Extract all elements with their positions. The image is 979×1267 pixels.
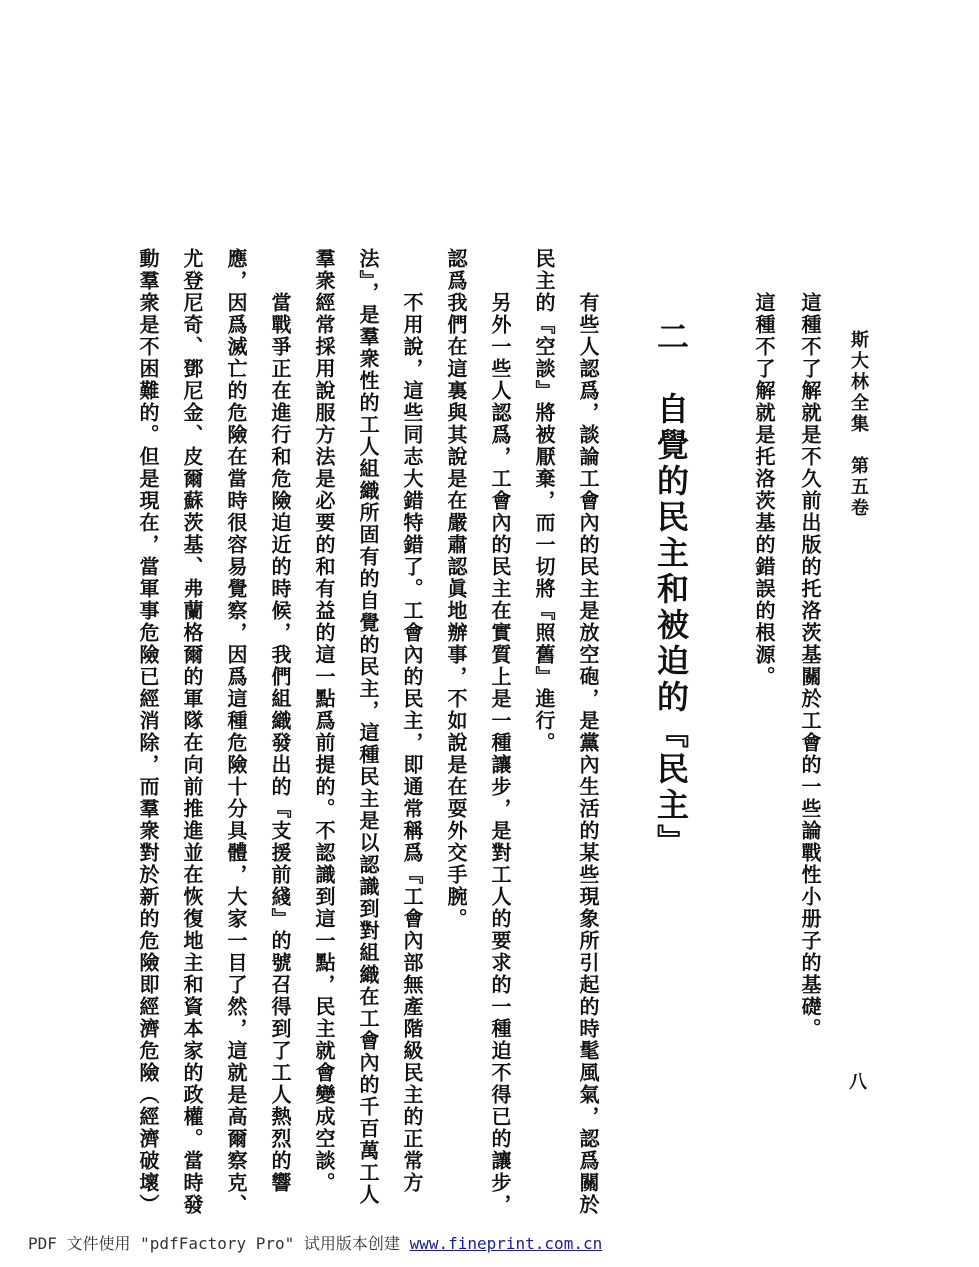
- footer-text: PDF 文件使用 "pdfFactory Pro" 试用版本创建: [28, 1234, 410, 1253]
- text-column-7: 羣衆經常採用說服方法是必要的和有益的這一點爲前提的。不認識到這一點，民主就會變成空談。: [312, 248, 336, 1194]
- text-column-9: 應，因爲滅亡的危險在當時很容易覺察，因爲這種危險十分具體，大家一目了然，這就是高爾察克、: [224, 248, 248, 1216]
- text-column-6: 法』，是羣衆性的工人組織所固有的自覺的民主，這種民主是以認識到對組織在工會內的千百萬工人: [356, 248, 380, 1206]
- paragraph-top-1: 這種不了解就是不久前出版的托洛茨基關於工會的一些論戰性小册子的基礎。: [798, 292, 822, 1040]
- text-column-5: 不用說，這些同志大錯特錯了。工會內的民主，即通常稱爲『工會內部無產階級民主的正常方: [400, 292, 424, 1194]
- text-column-10: 尤登尼奇、鄧尼金、皮爾蘇茨基、弗蘭格爾的軍隊在向前推進並在恢復地主和資本家的政權。當時發: [180, 248, 204, 1216]
- text-column-3: 另外一些人認爲，工會內的民主在實質上是一種讓步，是對工人的要求的一種迫不得已的讓步，: [488, 292, 512, 1216]
- pdf-footer: [28, 1231, 602, 1254]
- text-column-1: 有些人認爲，談論工會內的民主是放空砲，是黨內生活的某些現象所引起的時髦風氣，認爲關於: [576, 292, 600, 1216]
- section-title: 二 自覺的民主和被迫的『民主』: [652, 320, 690, 860]
- text-column-4: 認爲我們在這裏與其說是在嚴肅認眞地辦事，不如說是在耍外交手腕。: [444, 248, 468, 930]
- running-header-title: 斯大林全集 第五卷: [848, 330, 869, 519]
- text-column-8: 當戰爭正在進行和危險迫近的時候，我們組織發出的『支援前綫』的號召得到了工人熱烈的響: [268, 292, 292, 1194]
- paragraph-top-2: 這種不了解就是托洛茨基的錯誤的根源。: [752, 292, 776, 688]
- text-column-2: 民主的『空談』將被厭棄，而一切將『照舊』進行。: [532, 248, 556, 754]
- text-column-11: 動羣衆是不困難的。但是現在，當軍事危險已經消除，而羣衆對於新的危險即經濟危險（經濟破壞）: [136, 248, 160, 1216]
- footer-link[interactable]: www.fineprint.com.cn: [409, 1234, 603, 1253]
- page-number: 八: [846, 1072, 867, 1090]
